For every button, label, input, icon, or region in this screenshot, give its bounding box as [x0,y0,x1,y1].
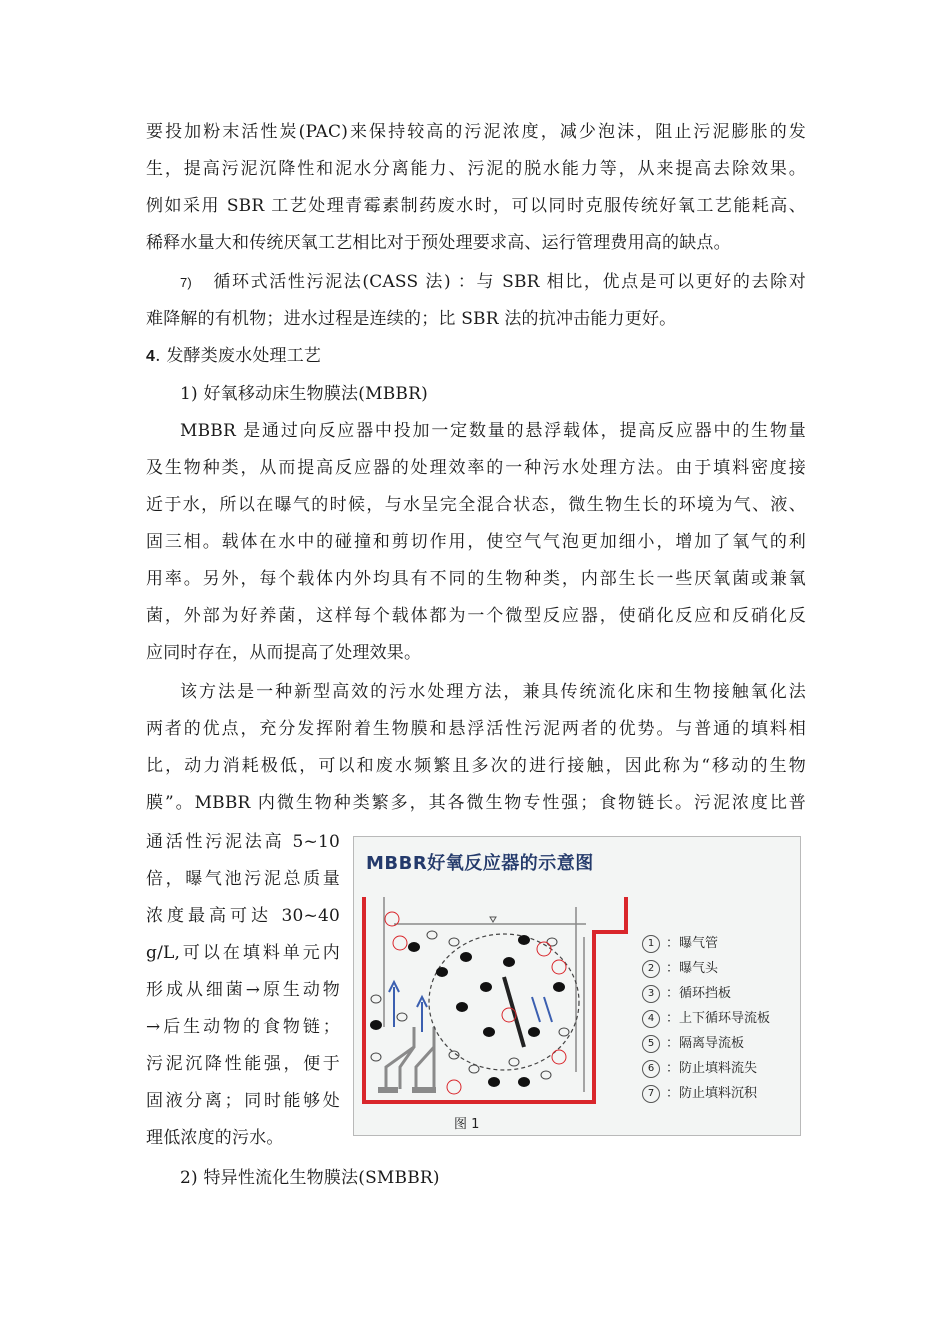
paragraph-line: 两者的优点，充分发挥附着生物膜和悬浮活性污泥两者的优势。与普通的填料相 [146,719,806,739]
flow-arrow [532,997,540,1022]
paragraph-line: 例如采用 SBR 工艺处理青霉素制药废水时，可以同时克服传统好氧工艺能耗高、 [146,196,806,216]
legend-item: 6 ：防止填料流失 [642,1056,798,1081]
carrier [371,995,381,1003]
carrier [528,1027,540,1037]
subsection-heading: 1) 好氧移动床生物膜法(MBBR) [180,384,428,404]
paragraph-line: 浓度最高可达 30~40 [146,906,340,926]
paragraph-line: 固三相。载体在水中的碰撞和剪切作用，使空气气泡更加细小，增加了氧气的利 [146,532,806,552]
aeration-pipe [416,1027,434,1089]
paragraph-line: 形成从细菌→原生动物 [146,980,340,1000]
carrier [449,938,459,946]
carrier [408,942,420,952]
paragraph-line: 污泥沉降性能强，便于 [146,1054,340,1074]
legend-label: 防止填料沉积 [679,1086,758,1101]
list-number: 7) [180,275,192,290]
legend-number: 7 [642,1085,660,1103]
carrier [488,1077,500,1087]
circulation-path [429,934,579,1070]
carrier [456,1002,468,1012]
figure-caption: 图 1 [454,1117,480,1132]
paragraph-line: 稀释水量大和传统厌氧工艺相比对于预处理要求高、运行管理费用高的缺点。 [146,233,731,253]
carrier [480,982,492,992]
paragraph-line: 要投加粉末活性炭(PAC)来保持较高的污泥浓度，减少泡沫，阻止污泥膨胀的发 [146,122,806,142]
paragraph-line: 近于水，所以在曝气的时候，与水呈完全混合状态，微生物生长的环境为气、液、 [146,495,806,515]
mbbr-figure [353,836,801,1136]
carrier [541,1071,551,1079]
legend-number: 6 [642,1060,660,1078]
section-title: . 发酵类废水处理工艺 [155,346,322,366]
guide-plate [504,977,524,1047]
carrier [518,1077,530,1087]
legend-label: 隔离导流板 [679,1036,745,1051]
paragraph-line: 菌，外部为好养菌，这样每个载体都为一个微型反应器，使硝化反应和反硝化反 [146,606,806,626]
carrier [371,1053,381,1061]
carrier [483,1027,495,1037]
legend-number: 5 [642,1035,660,1053]
marker-2 [447,1080,461,1094]
carrier [509,1058,519,1066]
paragraph-line: MBBR 是通过向反应器中投加一定数量的悬浮载体，提高反应器中的生物量 [180,421,806,441]
legend-item: 3 ：循环挡板 [642,981,798,1006]
paragraph-line: →后生动物的食物链； [146,1017,340,1037]
list-item-7 [180,264,806,301]
carrier [547,938,557,946]
diagram-markers [385,912,566,1094]
section-number: 4 [146,348,156,365]
marker-7 [552,1050,566,1064]
subsection-heading: 2) 特异性流化生物膜法(SMBBR) [180,1168,440,1188]
figure-legend [642,931,798,1106]
carrier [460,952,472,962]
paragraph-line: 用率。另外，每个载体内外均具有不同的生物种类，内部生长一些厌氧菌或兼氧 [146,569,806,589]
carrier [469,1065,479,1073]
paragraph-line: 固液分离；同时能够处 [146,1091,340,1111]
paragraph-line: 该方法是一种新型高效的污水处理方法，兼具传统流化床和生物接触氧化法 [180,682,806,702]
aeration-head [412,1087,436,1093]
carrier [397,1013,407,1021]
list-item-text: 循环式活性污泥法(CASS 法) ：与 SBR 相比，优点是可以更好的去除对 [211,272,806,292]
legend-number: 2 [642,960,660,978]
tank-wall [364,897,626,1102]
paragraph-line: 比，动力消耗极低，可以和废水频繁且多次的进行接触，因此称为“移动的生物 [146,756,806,776]
paragraph-line: 及生物种类，从而提高反应器的处理效率的一种污水处理方法。由于填料密度接 [146,458,806,478]
legend-label: 上下循环导流板 [679,1011,771,1026]
paragraph-line: 难降解的有机物；进水过程是连续的；比 SBR 法的抗冲击能力更好。 [146,309,677,329]
carrier [559,1028,569,1036]
carrier [518,935,530,945]
carrier [503,957,515,967]
carrier [553,982,565,992]
legend-item: 4 ：上下循环导流板 [642,1006,798,1031]
legend-item: 7 ：防止填料沉积 [642,1081,798,1106]
paragraph-line: g/L,可以在填料单元内 [146,943,340,963]
paragraph-line: 理低浓度的污水。 [146,1128,284,1148]
paragraph-line: 生，提高污泥沉降性和泥水分离能力、污泥的脱水能力等，从来提高去除效果。 [146,159,806,179]
marker-3 [393,936,407,950]
legend-number: 1 [642,935,660,953]
flow-arrow [544,997,552,1022]
legend-label: 曝气管 [679,936,719,951]
legend-label: 循环挡板 [679,986,732,1001]
legend-item: 5 ：隔离导流板 [642,1031,798,1056]
legend-label: 防止填料流失 [679,1061,758,1076]
carrier [370,1020,382,1030]
carrier [427,931,437,939]
water-level-icon [490,917,496,922]
legend-item: 1 ：曝气管 [642,931,798,956]
legend-item: 2 ：曝气头 [642,956,798,981]
paragraph-line: 倍，曝气池污泥总质量 [146,869,340,889]
marker-1 [385,912,399,926]
section-heading [146,338,806,375]
legend-number: 3 [642,985,660,1003]
marker-6 [552,960,566,974]
figure-title: MBBR好氧反应器的示意图 [366,853,594,874]
aeration-pipe [386,1027,414,1089]
paragraph-line: 膜”。MBBR 内微生物种类繁多，其各微生物专性强；食物链长。污泥浓度比普 [146,793,806,813]
carrier [436,967,448,977]
paragraph-line: 通活性污泥法高 5~10 [146,832,340,852]
legend-number: 4 [642,1010,660,1028]
aeration-head [378,1087,398,1093]
paragraph-line: 应同时存在，从而提高了处理效果。 [146,643,422,663]
legend-label: 曝气头 [679,961,719,976]
